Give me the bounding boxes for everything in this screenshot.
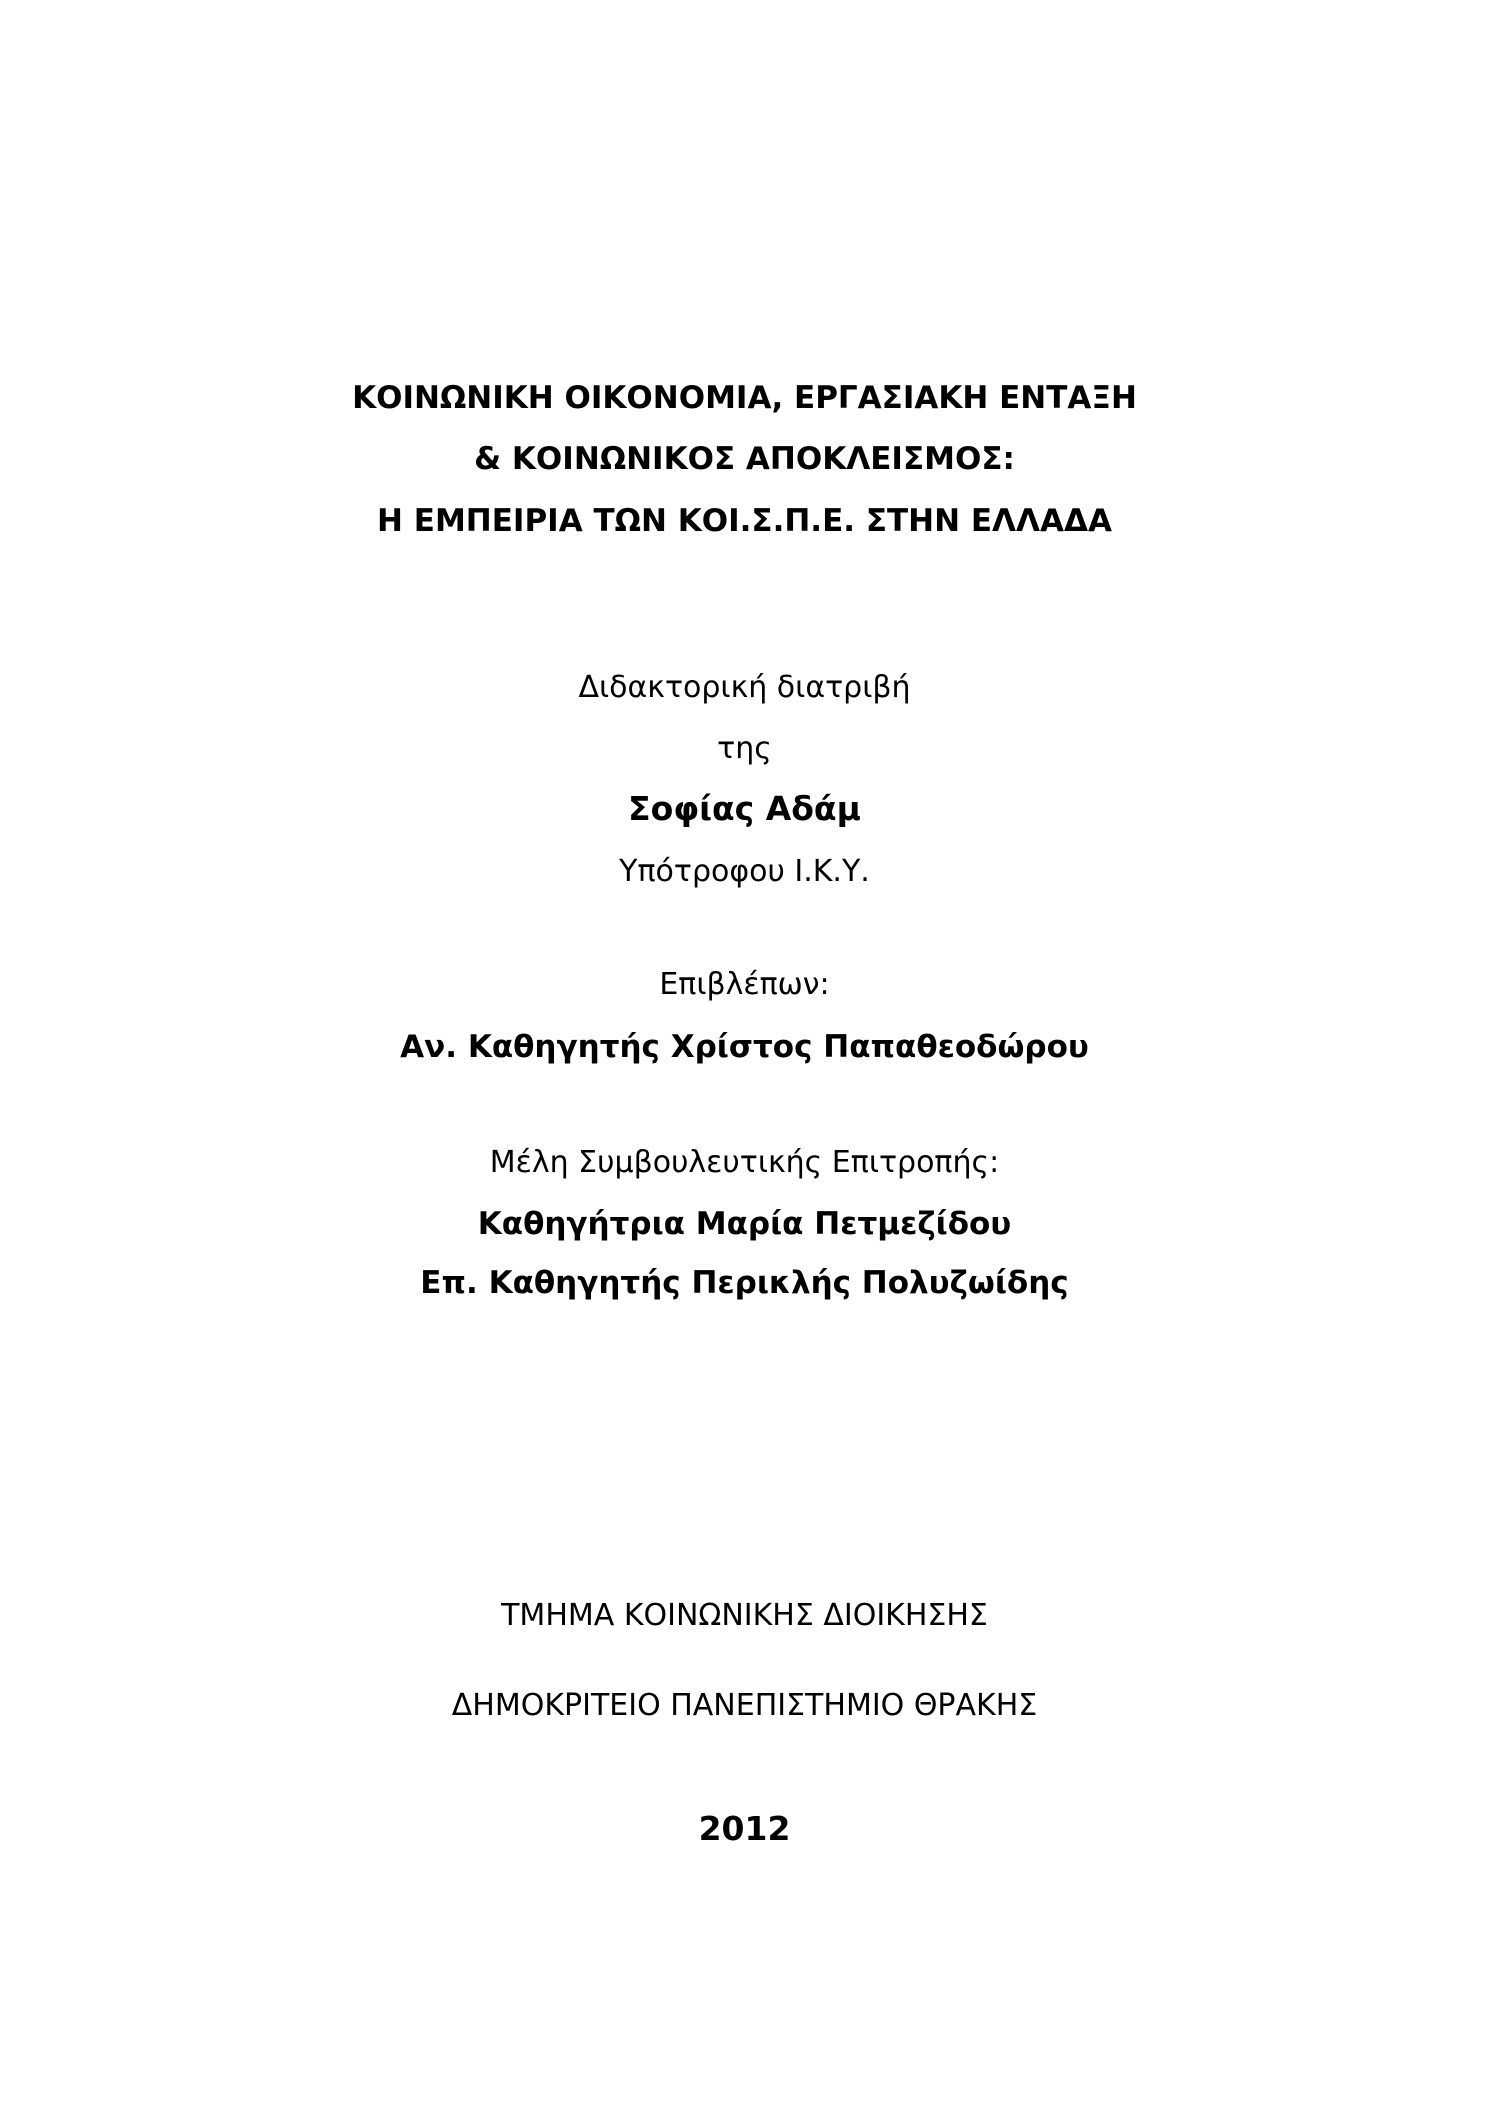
department-name: ΤΜΗΜΑ ΚΟΙΝΩΝΙΚΗΣ ΔΙΟΙΚΗΣΗΣ	[501, 1598, 988, 1633]
scholarship-note: Υπότροφου Ι.Κ.Υ.	[619, 854, 870, 889]
supervisor-name: Αν. Καθηγητής Χρίστος Παπαθεοδώρου	[400, 1029, 1089, 1065]
thesis-type: Διδακτορική διατριβή	[578, 670, 911, 705]
supervisor-label: Επιβλέπων:	[659, 967, 830, 1002]
title-line-3: Η ΕΜΠΕΙΡΙΑ ΤΩΝ ΚΟΙ.Σ.Π.Ε. ΣΤΗΝ ΕΛΛΑΔΑ	[377, 503, 1112, 539]
author-name: Σοφίας Αδάμ	[628, 789, 861, 828]
title-line-1: ΚΟΙΝΩΝΙΚΗ ΟΙΚΟΝΟΜΙΑ, ΕΡΓΑΣΙΑΚΗ ΕΝΤΑΞΗ	[352, 380, 1137, 416]
committee-member: Επ. Καθηγητής Περικλής Πολυζωίδης	[420, 1265, 1069, 1301]
year: 2012	[698, 1809, 791, 1848]
committee-label: Μέλη Συμβουλευτικής Επιτροπής:	[489, 1145, 1000, 1180]
university-name: ΔΗΜΟΚΡΙΤΕΙΟ ΠΑΝΕΠΙΣΤΗΜΙΟ ΘΡΑΚΗΣ	[451, 1688, 1038, 1723]
title-line-2: & ΚΟΙΝΩΝΙΚΟΣ ΑΠΟΚΛΕΙΣΜΟΣ:	[474, 441, 1015, 477]
thesis-of: της	[717, 731, 772, 766]
committee-member: Καθηγήτρια Μαρία Πετμεζίδου	[477, 1206, 1012, 1242]
